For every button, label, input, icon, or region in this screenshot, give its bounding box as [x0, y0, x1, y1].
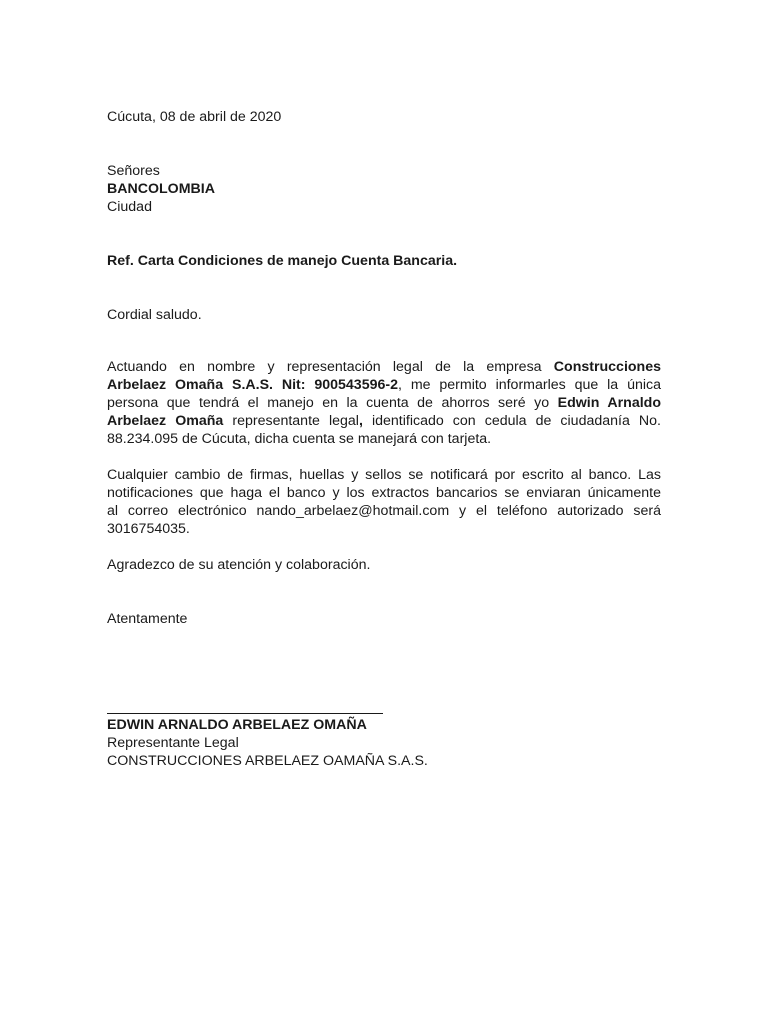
thanks-line: Agradezco de su atención y colaboración. — [107, 557, 371, 573]
signature-role: Representante Legal — [107, 735, 239, 751]
paragraph-1-line-1 — [107, 358, 661, 376]
company-name-nit: Arbelaez Omaña S.A.S. Nit: 900543596-2 — [107, 377, 398, 393]
reference-line: Ref. Carta Condiciones de manejo Cuenta Bancaria. — [107, 253, 458, 269]
body-paragraph-2 — [107, 466, 661, 538]
paragraph-1-line-2 — [107, 376, 661, 394]
body-paragraph-1 — [107, 358, 661, 448]
text-run: persona que tendrá el manejo en la cuenta de ahorros seré yo — [107, 395, 558, 411]
company-name-part: Construcciones — [553, 359, 661, 375]
signature-name: EDWIN ARNALDO ARBELAEZ OMAÑA — [107, 717, 367, 733]
paragraph-2-line-1: Cualquier cambio de firmas, huellas y sellos se notificará por escrito al banco. Las — [107, 467, 661, 483]
recipient-city: Ciudad — [107, 199, 152, 215]
text-run: identificado con cedula de ciudadanía No. — [362, 413, 661, 429]
closing: Atentamente — [107, 611, 188, 627]
paragraph-1-line-4 — [107, 412, 661, 430]
signature-company: CONSTRUCCIONES ARBELAEZ OAMAÑA S.A.S. — [107, 753, 428, 769]
paragraph-1-line-5: 88.234.095 de Cúcuta, dicha cuenta se manejará con tarjeta. — [107, 431, 492, 447]
paragraph-2-line-4: 3016754035. — [107, 521, 190, 537]
text-run: representante legal — [223, 413, 359, 429]
person-name-part: Arbelaez Omaña — [107, 413, 224, 429]
text-run: Actuando en nombre y representación legal de la empresa — [107, 359, 554, 375]
signature-line — [107, 713, 383, 714]
recipient-company: BANCOLOMBIA — [107, 181, 215, 197]
person-name-part: Edwin Arnaldo — [557, 395, 661, 411]
paragraph-2-line-3: al correo electrónico nando_arbelaez@hotmail.com y el teléfono autorizado será — [107, 503, 661, 519]
place-date: Cúcuta, 08 de abril de 2020 — [107, 109, 282, 125]
bold-comma: , — [358, 413, 363, 429]
paragraph-2-line-2: notificaciones que haga el banco y los extractos bancarios se enviaran únicamente — [107, 485, 661, 501]
recipient-salutation-title: Señores — [107, 163, 160, 179]
greeting: Cordial saludo. — [107, 307, 202, 323]
text-run: , me permito informarles que la única — [398, 377, 661, 393]
paragraph-1-line-3 — [107, 394, 661, 412]
